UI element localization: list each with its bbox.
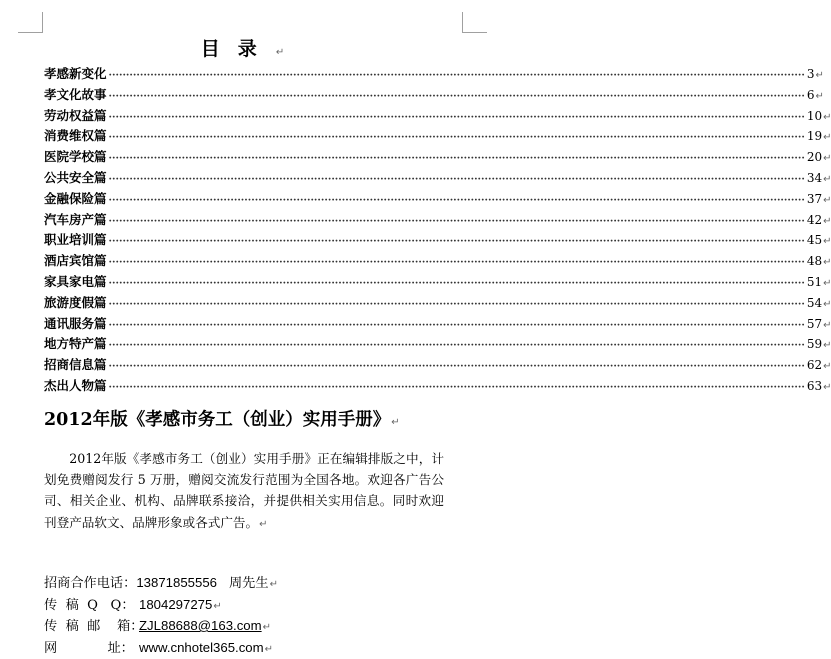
toc-leader-dots: ········································································································································································································ [108,215,805,227]
paragraph-mark-icon: ↵ [815,70,824,81]
paragraph-mark-icon: ↵ [213,600,222,612]
contact-qq-row [44,594,464,616]
paragraph-mark-icon: ↵ [275,47,303,58]
contact-email-row [44,615,464,637]
paragraph-mark-icon: ↵ [823,381,831,393]
toc-entry-label: 杰出人物篇 [44,377,107,393]
toc-entry-page: 34 [806,170,823,185]
toc-entry-label: 通讯服务篇 [44,315,107,331]
toc-entry[interactable] [44,251,831,272]
toc-entry[interactable] [44,64,824,85]
crop-mark-top-right [462,12,487,33]
toc-leader-dots: ········································································································································································································ [108,340,805,352]
toc-leader-dots: ········································································································································································································ [108,319,805,331]
phone-label: 招商合作电话： [44,576,137,591]
toc-entry-label: 职业培训篇 [44,232,107,248]
toc-leader-dots: ········································································································································································································ [108,153,805,165]
table-of-contents [44,64,831,397]
toc-entry-label: 旅游度假篇 [44,294,107,310]
toc-entry-page: 19 [806,129,823,144]
toc-entry-page: 48 [806,254,823,269]
toc-entry[interactable] [44,355,831,376]
qq-label: 传 稿 Q Q： [44,597,135,613]
email-link[interactable]: ZJL88688@163.com [139,618,262,633]
phone-value: 13871855556 [136,575,217,590]
toc-entry[interactable] [44,106,831,127]
paragraph-mark-icon: ↵ [823,340,831,352]
paragraph-mark-icon: ↵ [391,417,400,428]
toc-entry[interactable] [44,210,831,231]
paragraph-mark-icon: ↵ [823,257,831,269]
paragraph-mark-icon: ↵ [823,319,831,331]
toc-leader-dots: ········································································································································································································ [108,173,805,185]
crop-mark-top-left [18,12,43,33]
phone-contact-name: 周先生 [229,576,269,591]
toc-entry-page: 42 [806,212,823,227]
paragraph-mark-icon: ↵ [815,90,824,102]
toc-entry-page: 51 [806,274,823,289]
toc-entry[interactable] [44,126,831,147]
toc-leader-dots: ········································································································································································································ [108,111,805,123]
toc-entry[interactable] [44,168,831,189]
toc-entry[interactable] [44,314,831,335]
body-paragraph: 2012年版《孝感市务工（创业）实用手册》正在编辑排版之中，计划免费赠阅发行 5 万册，赠阅交流发行范围为全国各地。欢迎各广告公司、相关企业、机构、品牌联系接洽，并提供相关实用信息。同时欢迎刊登产品软文、品牌形象或各式广告。↵ [44,451,444,530]
toc-entry-label: 公共安全篇 [44,169,107,185]
toc-leader-dots: ········································································································································································································ [108,277,805,289]
page-title: 目录↵ [200,38,303,60]
paragraph-mark-icon: ↵ [823,173,831,185]
toc-leader-dots: ········································································································································································································ [108,194,805,206]
toc-entry-label: 孝文化故事 [44,86,107,102]
toc-leader-dots: ········································································································································································································ [108,132,805,144]
toc-entry-label: 家具家电篇 [44,273,107,289]
toc-leader-dots: ········································································································································································································ [108,257,805,269]
toc-entry[interactable] [44,376,831,397]
toc-entry-page: 57 [806,316,823,331]
toc-entry-label: 孝感新变化 [44,66,107,81]
toc-entry-page: 20 [806,150,823,165]
document-headline: 2012年版《孝感市务工（创业）实用手册》↵ [44,410,400,430]
toc-entry-label: 医院学校篇 [44,149,107,165]
paragraph-mark-icon: ↵ [823,194,831,206]
paragraph-mark-icon: ↵ [823,298,831,310]
toc-entry-page: 62 [806,358,823,373]
toc-entry-page: 45 [806,233,823,248]
toc-leader-dots: ········································································································································································································ [108,236,805,248]
toc-leader-dots: ········································································································································································································ [108,381,805,393]
contact-info [44,572,464,658]
toc-entry-page: 54 [806,295,823,310]
toc-leader-dots: ········································································································································································································ [108,90,805,102]
toc-entry[interactable] [44,334,831,355]
toc-entry-page: 3 [806,67,815,81]
toc-entry[interactable] [44,189,831,210]
toc-entry[interactable] [44,85,824,106]
qq-value: 1804297275 [139,596,213,612]
toc-entry-page: 63 [806,378,823,393]
paragraph-mark-icon: ↵ [823,153,831,165]
toc-entry-label: 地方特产篇 [44,336,107,352]
email-label: 传 稿 邮 箱： [44,619,144,634]
toc-entry-label: 汽车房产篇 [44,211,107,227]
paragraph-mark-icon: ↵ [269,579,278,590]
toc-entry[interactable] [44,147,831,168]
contact-phone-row [44,572,464,594]
toc-leader-dots: ········································································································································································································ [108,70,805,81]
toc-entry[interactable] [44,272,831,293]
paragraph-mark-icon: ↵ [823,361,831,373]
contact-web-row [44,637,464,659]
toc-entry[interactable] [44,293,831,314]
toc-leader-dots: ········································································································································································································ [108,361,805,373]
toc-entry-page: 10 [806,108,823,123]
toc-entry-label: 消费维权篇 [44,128,107,144]
toc-entry-page: 59 [806,337,823,352]
paragraph-mark-icon: ↵ [823,215,831,227]
paragraph-mark-icon: ↵ [823,277,831,289]
web-url[interactable]: www.cnhotel365.com [139,639,264,655]
toc-entry-label: 酒店宾馆篇 [44,253,107,269]
toc-leader-dots: ········································································································································································································ [108,298,805,310]
paragraph-mark-icon: ↵ [262,622,272,633]
paragraph-mark-icon: ↵ [259,518,268,530]
web-label: 网 址： [44,640,134,656]
paragraph-mark-icon: ↵ [264,643,274,655]
toc-entry[interactable] [44,230,831,251]
toc-entry-label: 金融保险篇 [44,190,107,206]
paragraph-mark-icon: ↵ [823,132,831,144]
paragraph-mark-icon: ↵ [823,236,831,248]
toc-entry-page: 37 [806,191,823,206]
toc-entry-label: 劳动权益篇 [44,107,107,123]
paragraph-mark-icon: ↵ [823,111,831,123]
toc-entry-label: 招商信息篇 [44,357,107,373]
toc-entry-page: 6 [806,87,815,102]
